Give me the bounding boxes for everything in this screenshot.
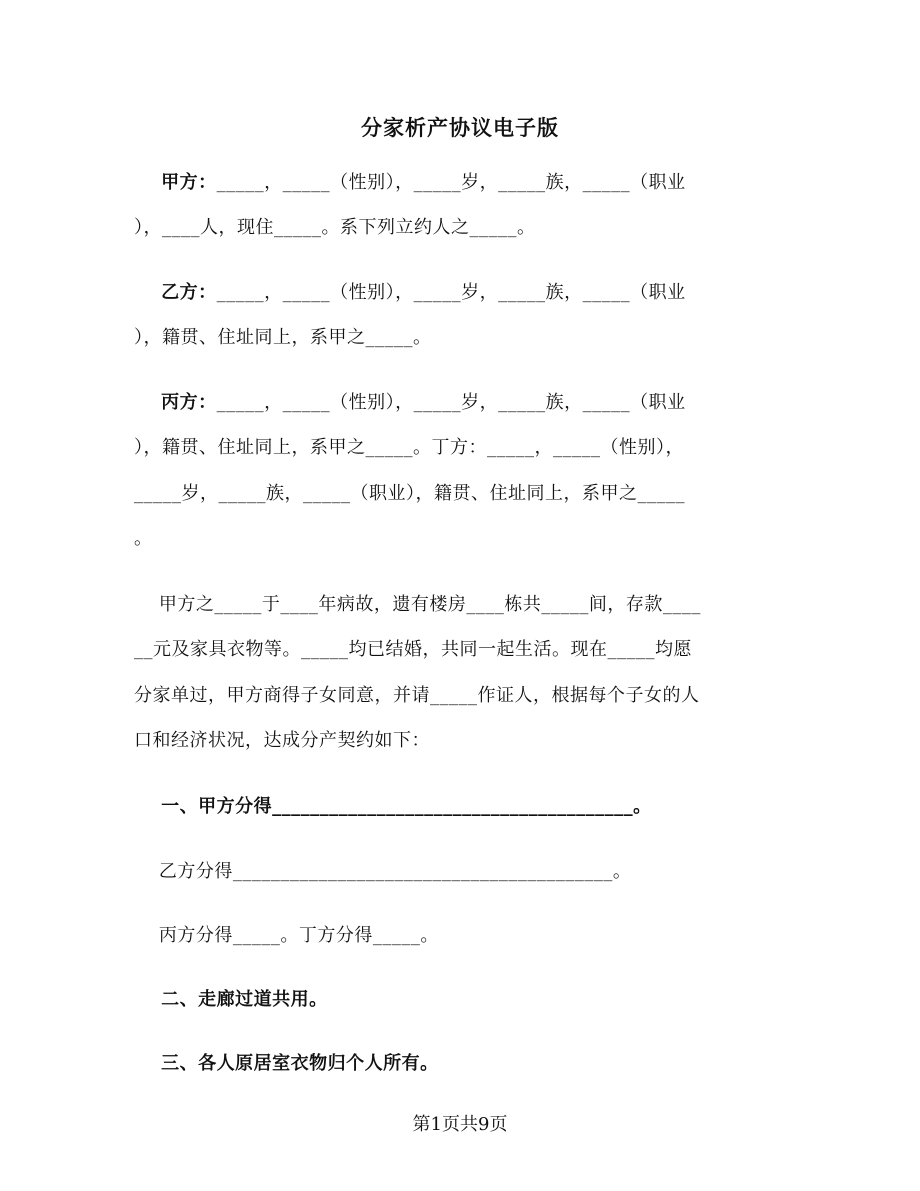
clause-1: 一、甲方分得______________________________________。	[134, 796, 652, 817]
party-b-label: 乙方：	[161, 282, 217, 303]
party-d-line-end: 。	[134, 528, 153, 549]
party-d-line: _____岁，_____族，_____（职业），籍贯、住址同上，系甲之_____	[134, 483, 685, 504]
party-b-line-2: ），籍贯、住址同上，系甲之_____。	[134, 327, 432, 348]
party-a-line-2: ），____人，现住_____。系下列立约人之_____。	[134, 217, 536, 238]
party-b-text: _____，_____（性别），_____岁，_____族，_____（职业	[216, 282, 686, 303]
body-line-1: 甲方之_____于____年病故，遗有楼房____栋共_____间，存款____	[134, 594, 701, 615]
body-line-4: 口和经济状况，达成分产契约如下：	[134, 730, 430, 751]
clause-3: 三、各人原居室衣物归个人所有。	[134, 1053, 439, 1074]
party-c-label: 丙方：	[161, 392, 217, 413]
clause-1-b: 乙方分得________________________________________。	[134, 861, 632, 882]
party-c-line-2: ），籍贯、住址同上，系甲之_____。丁方：_____，_____（性别），	[134, 437, 684, 458]
clause-1-c: 丙方分得_____。丁方分得_____。	[134, 925, 439, 946]
party-c-text: _____，_____（性别），_____岁，_____族，_____（职业	[216, 392, 686, 413]
party-a-text: _____，_____（性别），_____岁，_____族，_____（职业	[216, 172, 686, 193]
party-c-line-1	[134, 388, 794, 414]
party-b-line-1	[134, 278, 794, 304]
body-line-2: __元及家具衣物等。_____均已结婚，共同一起生活。现在_____均愿	[134, 639, 692, 660]
party-a-line-1	[134, 168, 794, 194]
clause-2: 二、走廊过道共用。	[134, 989, 328, 1010]
body-line-3: 分家单过，甲方商得子女同意，并请_____作证人，根据每个子女的人	[134, 685, 700, 706]
page-number: 第1页共9页	[412, 1114, 508, 1135]
party-a-label: 甲方：	[161, 172, 217, 193]
document-title: 分家析产协议电子版	[361, 115, 559, 140]
